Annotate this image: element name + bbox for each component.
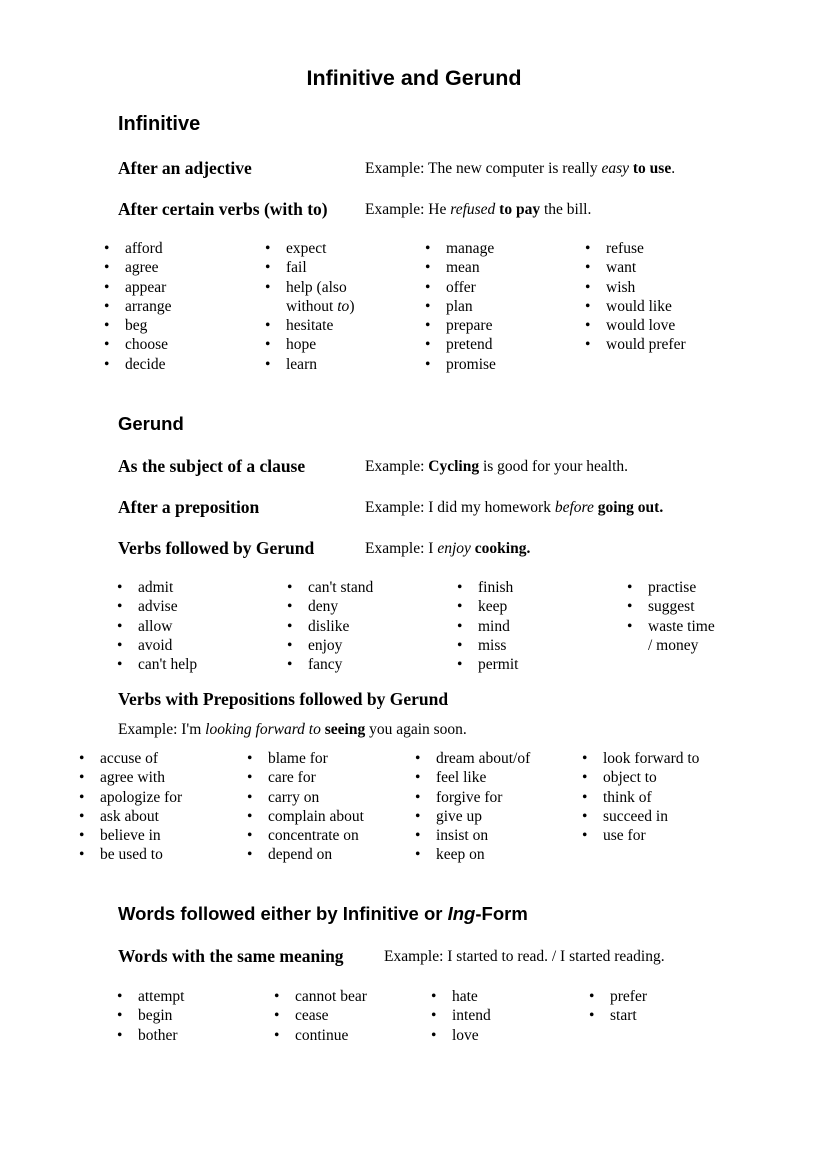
list-item: • start (589, 1007, 637, 1025)
list-item: • hate (431, 988, 478, 1005)
prep-gerund-label: Verbs with Prepositions followed by Gerund (118, 689, 449, 709)
list-item: • hesitate (265, 317, 334, 335)
list-item: • finish (457, 579, 514, 596)
list-item: • prefer (589, 988, 647, 1005)
list-item: • succeed in (582, 807, 668, 825)
list-item: • deny (287, 598, 339, 616)
list-item: • forgive for (415, 788, 503, 806)
after-preposition-example: Example: I did my homework before going out. (365, 499, 664, 516)
list-item: • believe in (79, 827, 161, 845)
list-item: • appear (104, 278, 167, 296)
verbs-gerund-label: Verbs followed by Gerund (118, 538, 315, 558)
list-item: • would prefer (585, 336, 686, 354)
list-item: • ask about (79, 807, 159, 825)
list-item: • object to (582, 769, 657, 787)
list-item: • cease (274, 1007, 329, 1025)
list-item: • decide (104, 355, 166, 373)
list-item: • wish (585, 278, 636, 296)
list-item: • mind (457, 617, 510, 635)
same-meaning-label: Words with the same meaning (118, 946, 344, 966)
infinitive-list-col-4 (585, 239, 686, 355)
list-item: • help (also (265, 278, 347, 296)
either-list-col-4 (589, 987, 647, 1026)
list-item: • hope (265, 336, 317, 354)
list-item: • would like (585, 297, 672, 315)
list-item: • carry on (247, 788, 320, 806)
list-item: • permit (457, 656, 519, 674)
list-item: • prepare (425, 317, 493, 335)
list-item: • concentrate on (247, 827, 359, 845)
gerund-heading: Gerund (118, 413, 184, 434)
list-item: • plan (425, 297, 473, 315)
list-item: • can't help (117, 656, 198, 674)
gerund-list-col-2 (287, 578, 374, 674)
list-item: • pretend (425, 336, 493, 354)
infinitive-list-col-3 (425, 239, 496, 374)
infinitive-list-col-1 (104, 239, 172, 374)
list-item: • arrange (104, 297, 172, 315)
list-item: • suggest (627, 598, 695, 616)
list-item: • advise (117, 598, 178, 616)
list-item: • cannot bear (274, 988, 367, 1005)
list-item: • avoid (117, 636, 173, 654)
list-item-continuation: / money (648, 636, 699, 654)
after-verbs-label: After certain verbs (with to) (118, 199, 328, 219)
list-item: • keep on (415, 846, 485, 864)
list-item: • depend on (247, 846, 333, 864)
subject-clause-example: Example: Cycling is good for your health. (365, 458, 629, 475)
list-item: • promise (425, 355, 496, 373)
list-item: • agree with (79, 769, 165, 787)
list-item: • beg (104, 317, 148, 335)
list-item: • continue (274, 1026, 349, 1044)
list-item: • admit (117, 579, 174, 596)
prep-list-col-4 (582, 749, 700, 845)
list-item: • refuse (585, 240, 644, 257)
verbs-gerund-example: Example: I enjoy cooking. (365, 540, 531, 557)
list-item: • love (431, 1026, 479, 1044)
after-adjective-label: After an adjective (118, 158, 252, 178)
list-item: • offer (425, 278, 476, 296)
list-item: • choose (104, 336, 169, 354)
infinitive-list-col-2 (265, 239, 355, 374)
list-item: • fancy (287, 656, 343, 674)
list-item: • look forward to (582, 750, 700, 767)
list-item: • bother (117, 1026, 178, 1044)
prep-list-col-3 (415, 749, 531, 865)
prep-gerund-example: Example: I'm looking forward to seeing you again soon. (118, 721, 467, 738)
gerund-list-col-3 (457, 578, 519, 674)
either-list-col-2 (274, 987, 367, 1045)
list-item: • feel like (415, 769, 487, 787)
list-item: • want (585, 259, 637, 277)
after-preposition-label: After a preposition (118, 497, 260, 517)
list-item: • mean (425, 259, 480, 277)
page-title: Infinitive and Gerund (306, 66, 522, 90)
after-adjective-example: Example: The new computer is really easy to use. (365, 160, 676, 177)
list-item: • begin (117, 1007, 173, 1025)
list-item: • blame for (247, 750, 328, 767)
list-item: • manage (425, 240, 495, 257)
list-item: • dislike (287, 617, 350, 635)
subject-clause-label: As the subject of a clause (118, 456, 306, 476)
list-item: • can't stand (287, 579, 374, 596)
same-meaning-example: Example: I started to read. / I started reading. (384, 948, 665, 965)
either-list-col-1 (117, 987, 185, 1045)
list-item: • fail (265, 259, 307, 277)
list-item: • afford (104, 240, 163, 257)
list-item: • think of (582, 788, 652, 806)
either-list-col-3 (431, 987, 491, 1045)
list-item: • apologize for (79, 788, 183, 806)
list-item: • accuse of (79, 750, 159, 767)
infinitive-heading: Infinitive (118, 113, 201, 135)
list-item: • give up (415, 807, 483, 825)
list-item: • expect (265, 240, 327, 257)
gerund-list-col-4 (627, 578, 715, 655)
list-item-continuation: without to) (286, 297, 355, 315)
list-item: • learn (265, 355, 317, 373)
list-item: • dream about/of (415, 750, 531, 767)
after-verbs-example: Example: He refused to pay the bill. (365, 201, 592, 218)
prep-list-col-2 (247, 749, 364, 865)
list-item: • enjoy (287, 636, 343, 654)
gerund-list-col-1 (117, 578, 198, 674)
list-item: • care for (247, 769, 316, 787)
prep-list-col-1 (79, 749, 183, 865)
list-item: • allow (117, 617, 173, 635)
list-item: • insist on (415, 827, 489, 845)
list-item: • waste time (627, 617, 715, 635)
list-item: • use for (582, 827, 646, 845)
list-item: • intend (431, 1007, 491, 1025)
list-item: • practise (627, 579, 697, 596)
list-item: • attempt (117, 988, 185, 1005)
list-item: • agree (104, 259, 159, 277)
list-item: • miss (457, 636, 507, 654)
list-item: • would love (585, 317, 676, 335)
list-item: • complain about (247, 807, 364, 825)
list-item: • keep (457, 598, 508, 616)
either-heading: Words followed either by Infinitive or Ing-Form (118, 903, 528, 924)
list-item: • be used to (79, 846, 163, 864)
